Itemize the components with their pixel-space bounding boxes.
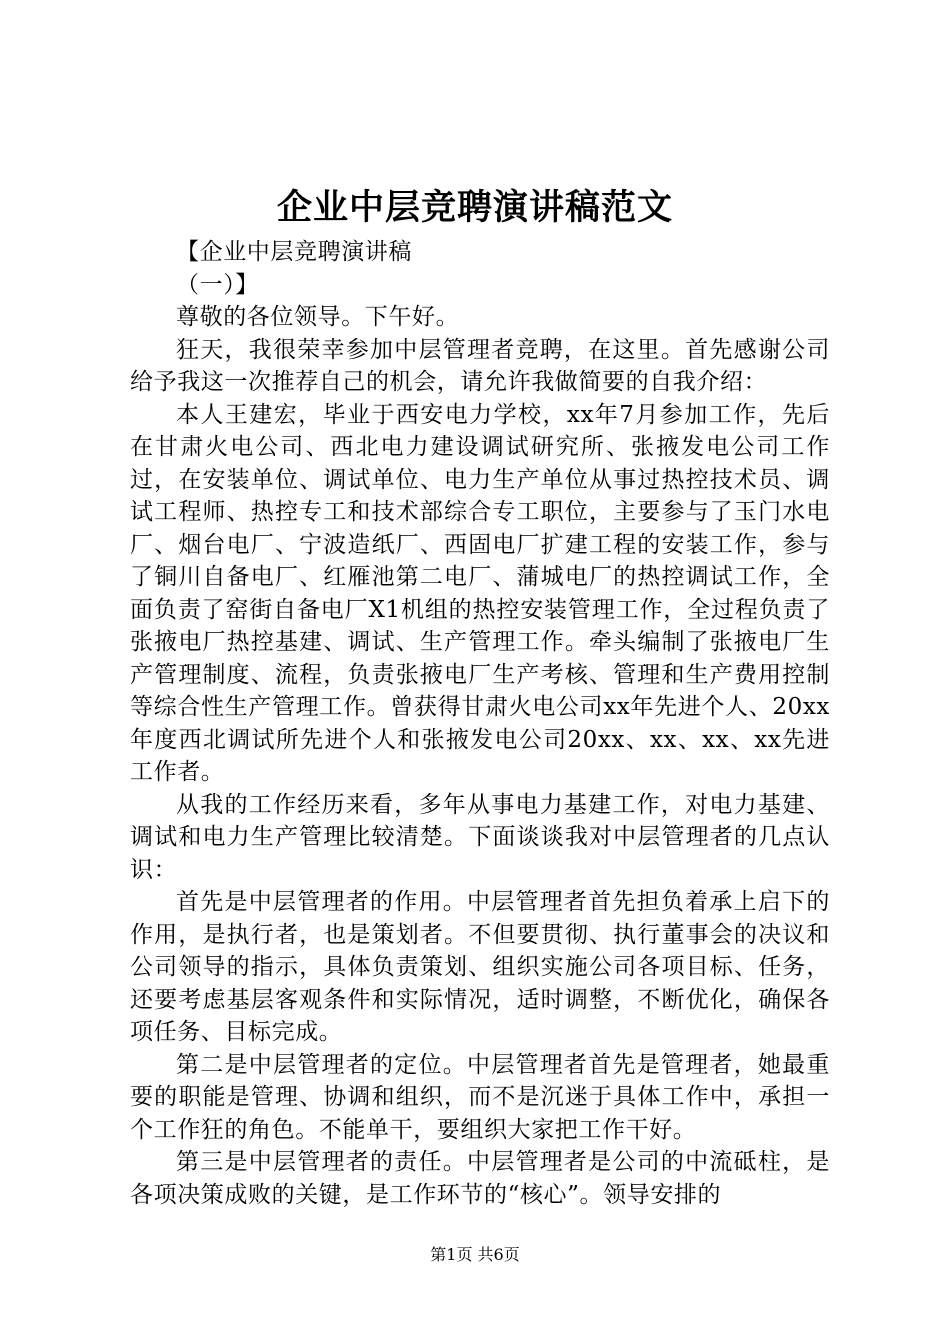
document-title: 企业中层竞聘演讲稿范文 [276, 187, 673, 228]
intro-paragraph: 狂天，我很荣幸参加中层管理者竞聘，在这里。首先感谢公司给予我这一次推荐自己的机会，请允许我做简要的自我介绍： [130, 336, 830, 395]
experience-paragraph: 从我的工作经历来看，多年从事电力基建工作，对电力基建、调试和电力生产管理比较清楚。下面谈谈我对中层管理者的几点认识： [130, 791, 830, 883]
biography-paragraph: 本人王建宏，毕业于西安电力学校，xx年7月参加工作，先后在甘肃火电公司、西北电力建设调试研究所、张掖发电公司工作过，在安装单位、调试单位、电力生产单位从事过热控技术员、调试工程师、热控专工和技术部综合专工职位，主要参与了玉门水电厂、烟台电厂、宁波造纸厂、西固电厂扩建工程的安装工作，参与了铜川自备电厂、红雁池第二电厂、蒲城电厂的热控调试工作，全面负责了窑街自备电厂X1机组的热控安装管理工作，全过程负责了张掖电厂热控基建、调试、生产管理工作。牵头编制了张掖电厂生产管理制度、流程，负责张掖电厂生产考核、管理和生产费用控制等综合性生产管理工作。曾获得甘肃火电公司xx年先进个人、20xx年度西北调试所先进个人和张掖发电公司20xx、xx、xx、xx先进工作者。 [130, 401, 830, 785]
subtitle-line-1: 【企业中层竞聘演讲稿 [176, 239, 412, 265]
role-paragraph: 首先是中层管理者的作用。中层管理者首先担负着承上启下的作用，是执行者，也是策划者。不但要贯彻、执行董事会的决议和公司领导的指示，具体负责策划、组织实施公司各项目标、任务，还要考虑基层客观条件和实际情况，适时调整，不断优化，确保各项任务、目标完成。 [130, 889, 830, 1045]
page-footer: 第1页 共6页 [430, 1245, 520, 1264]
greeting-paragraph: 尊敬的各位领导。下午好。 [176, 304, 460, 330]
position-paragraph: 第二是中层管理者的定位。中层管理者首先是管理者，她最重要的职能是管理、协调和组织，而不是沉迷于具体工作中，承担一个工作狂的角色。不能单干，要组织大家把工作干好。 [130, 1051, 830, 1143]
responsibility-paragraph: 第三是中层管理者的责任。中层管理者是公司的中流砥柱，是各项决策成败的关键，是工作环节的“核心”。领导安排的 [130, 1149, 830, 1208]
subtitle-line-2: （一）】 [176, 271, 259, 298]
document-body [130, 236, 830, 1211]
